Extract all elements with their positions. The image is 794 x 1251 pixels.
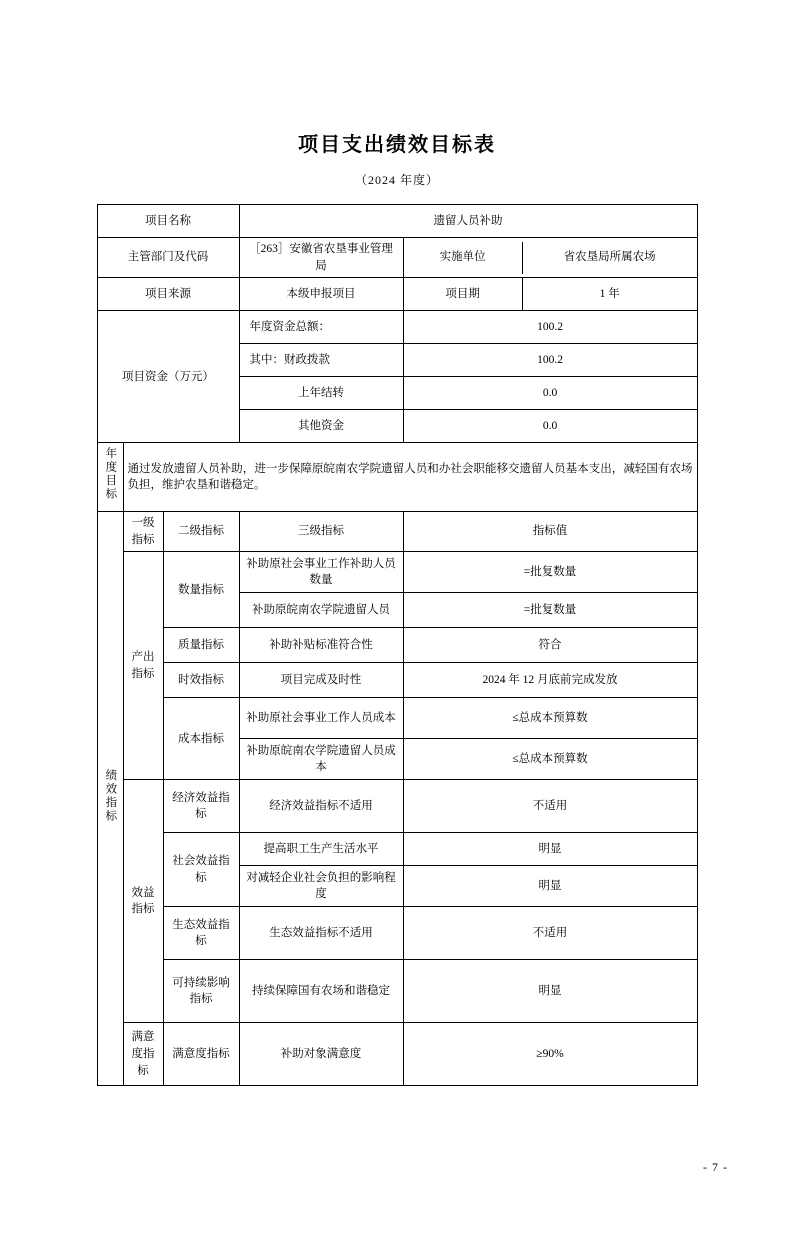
level2-quantity: 数量指标 <box>163 552 239 628</box>
indicator-value: =批复数量 <box>403 593 697 628</box>
funds-item-value: 100.2 <box>403 311 697 344</box>
level2-quality: 质量指标 <box>163 628 239 663</box>
impl-unit-cell <box>403 238 697 278</box>
level3-text: 经济效益指标不适用 <box>239 780 403 833</box>
level3-text: 持续保障国有农场和谐稳定 <box>239 960 403 1023</box>
source-label: 项目来源 <box>97 278 239 311</box>
level3-text: 补助补贴标准符合性 <box>239 628 403 663</box>
funds-label <box>97 311 239 443</box>
level2-social: 社会效益指标 <box>163 833 239 907</box>
indicator-value: ≤总成本预算数 <box>403 698 697 739</box>
header-value: 指标值 <box>403 512 697 552</box>
table-row-indicator <box>97 780 697 833</box>
level2-cost: 成本指标 <box>163 698 239 780</box>
project-name-value: 遗留人员补助 <box>239 205 697 238</box>
table-row-source <box>97 278 697 311</box>
dept-value: ［263］安徽省农垦事业管理局 <box>239 238 403 278</box>
annual-goal-label <box>97 443 123 512</box>
funds-item-value: 0.0 <box>403 377 697 410</box>
funds-item-name: 年度资金总额： <box>239 311 403 344</box>
indicator-value: ≥90% <box>403 1023 697 1086</box>
project-name-label: 项目名称 <box>97 205 239 238</box>
impl-unit-label: 实施单位 <box>404 242 523 274</box>
source-value: 本级申报项目 <box>239 278 403 311</box>
level3-text: 补助原皖南农学院遗留人员 <box>239 593 403 628</box>
table-row-indicator <box>97 833 697 866</box>
indicator-value: 明显 <box>403 833 697 866</box>
period-value: 1 年 <box>599 288 620 300</box>
level2-satisfaction: 满意度指标 <box>163 1023 239 1086</box>
page-number: - 7 - <box>703 1160 728 1174</box>
table-row-indicator <box>97 1023 697 1086</box>
level2-sustainable: 可持续影响指标 <box>163 960 239 1023</box>
level2-ecological: 生态效益指标 <box>163 907 239 960</box>
annual-goal-text: 通过发放遗留人员补助，进一步保障原皖南农学院遗留人员和办社会职能移交遗留人员基本支出，减轻国有农场负担，维护农垦和谐稳定。 <box>123 443 697 512</box>
table-row-perf-header <box>97 512 697 552</box>
level3-text: 项目完成及时性 <box>239 663 403 698</box>
level3-text: 提高职工生产生活水平 <box>239 833 403 866</box>
table-row-indicator <box>97 663 697 698</box>
table-row-project-name <box>97 205 697 238</box>
level2-economic: 经济效益指标 <box>163 780 239 833</box>
level2-timeliness: 时效指标 <box>163 663 239 698</box>
funds-item-name: 其中：财政拨款 <box>239 344 403 377</box>
perf-label-text: 绩效指标 <box>104 768 117 823</box>
period-label: 项目期 <box>404 278 523 310</box>
indicator-value: 不适用 <box>403 907 697 960</box>
funds-item-value: 0.0 <box>403 410 697 443</box>
indicator-value: 明显 <box>403 960 697 1023</box>
table-row-indicator <box>97 628 697 663</box>
table-row-dept <box>97 238 697 278</box>
indicator-value: =批复数量 <box>403 552 697 593</box>
dept-label: 主管部门及代码 <box>97 238 239 278</box>
indicator-value: ≤总成本预算数 <box>403 739 697 780</box>
funds-item-name: 其他资金 <box>239 410 403 443</box>
level1-satisfaction: 满意度指标 <box>123 1023 163 1086</box>
table-row-indicator <box>97 907 697 960</box>
table-row-funds-1 <box>97 311 697 344</box>
level1-benefit: 效益指标 <box>123 780 163 1023</box>
indicator-value: 明显 <box>403 866 697 907</box>
table-row-indicator <box>97 960 697 1023</box>
level3-text: 补助原社会事业工作补助人员数量 <box>239 552 403 593</box>
table-row-indicator <box>97 552 697 593</box>
level3-text: 生态效益指标不适用 <box>239 907 403 960</box>
indicator-value: 符合 <box>403 628 697 663</box>
period-cell <box>403 278 697 311</box>
level1-output: 产出指标 <box>123 552 163 780</box>
indicator-value: 不适用 <box>403 780 697 833</box>
header-level3: 三级指标 <box>239 512 403 552</box>
page-subtitle: （2024 年度） <box>354 173 439 187</box>
table-row-indicator <box>97 698 697 739</box>
annual-goal-label-text: 年度目标 <box>104 447 117 502</box>
document-page <box>0 128 794 1251</box>
level3-text: 补助对象满意度 <box>239 1023 403 1086</box>
level3-text: 对减轻企业社会负担的影响程度 <box>239 866 403 907</box>
funds-item-name: 上年结转 <box>239 377 403 410</box>
table-row-annual-goal <box>97 443 697 512</box>
funds-label-text: 项目资金（万元） <box>122 370 214 383</box>
perf-label <box>97 512 123 1086</box>
indicator-value: 2024 年 12 月底前完成发放 <box>403 663 697 698</box>
header-level2: 二级指标 <box>163 512 239 552</box>
page-title: 项目支出绩效目标表 <box>298 134 496 156</box>
funds-item-value: 100.2 <box>403 344 697 377</box>
impl-unit-value: 省农垦局所属农场 <box>563 251 656 264</box>
performance-goal-table <box>97 204 698 1086</box>
header-level1: 一级指标 <box>123 512 163 552</box>
level3-text: 补助原皖南农学院遗留人员成本 <box>239 739 403 780</box>
level3-text: 补助原社会事业工作人员成本 <box>239 698 403 739</box>
